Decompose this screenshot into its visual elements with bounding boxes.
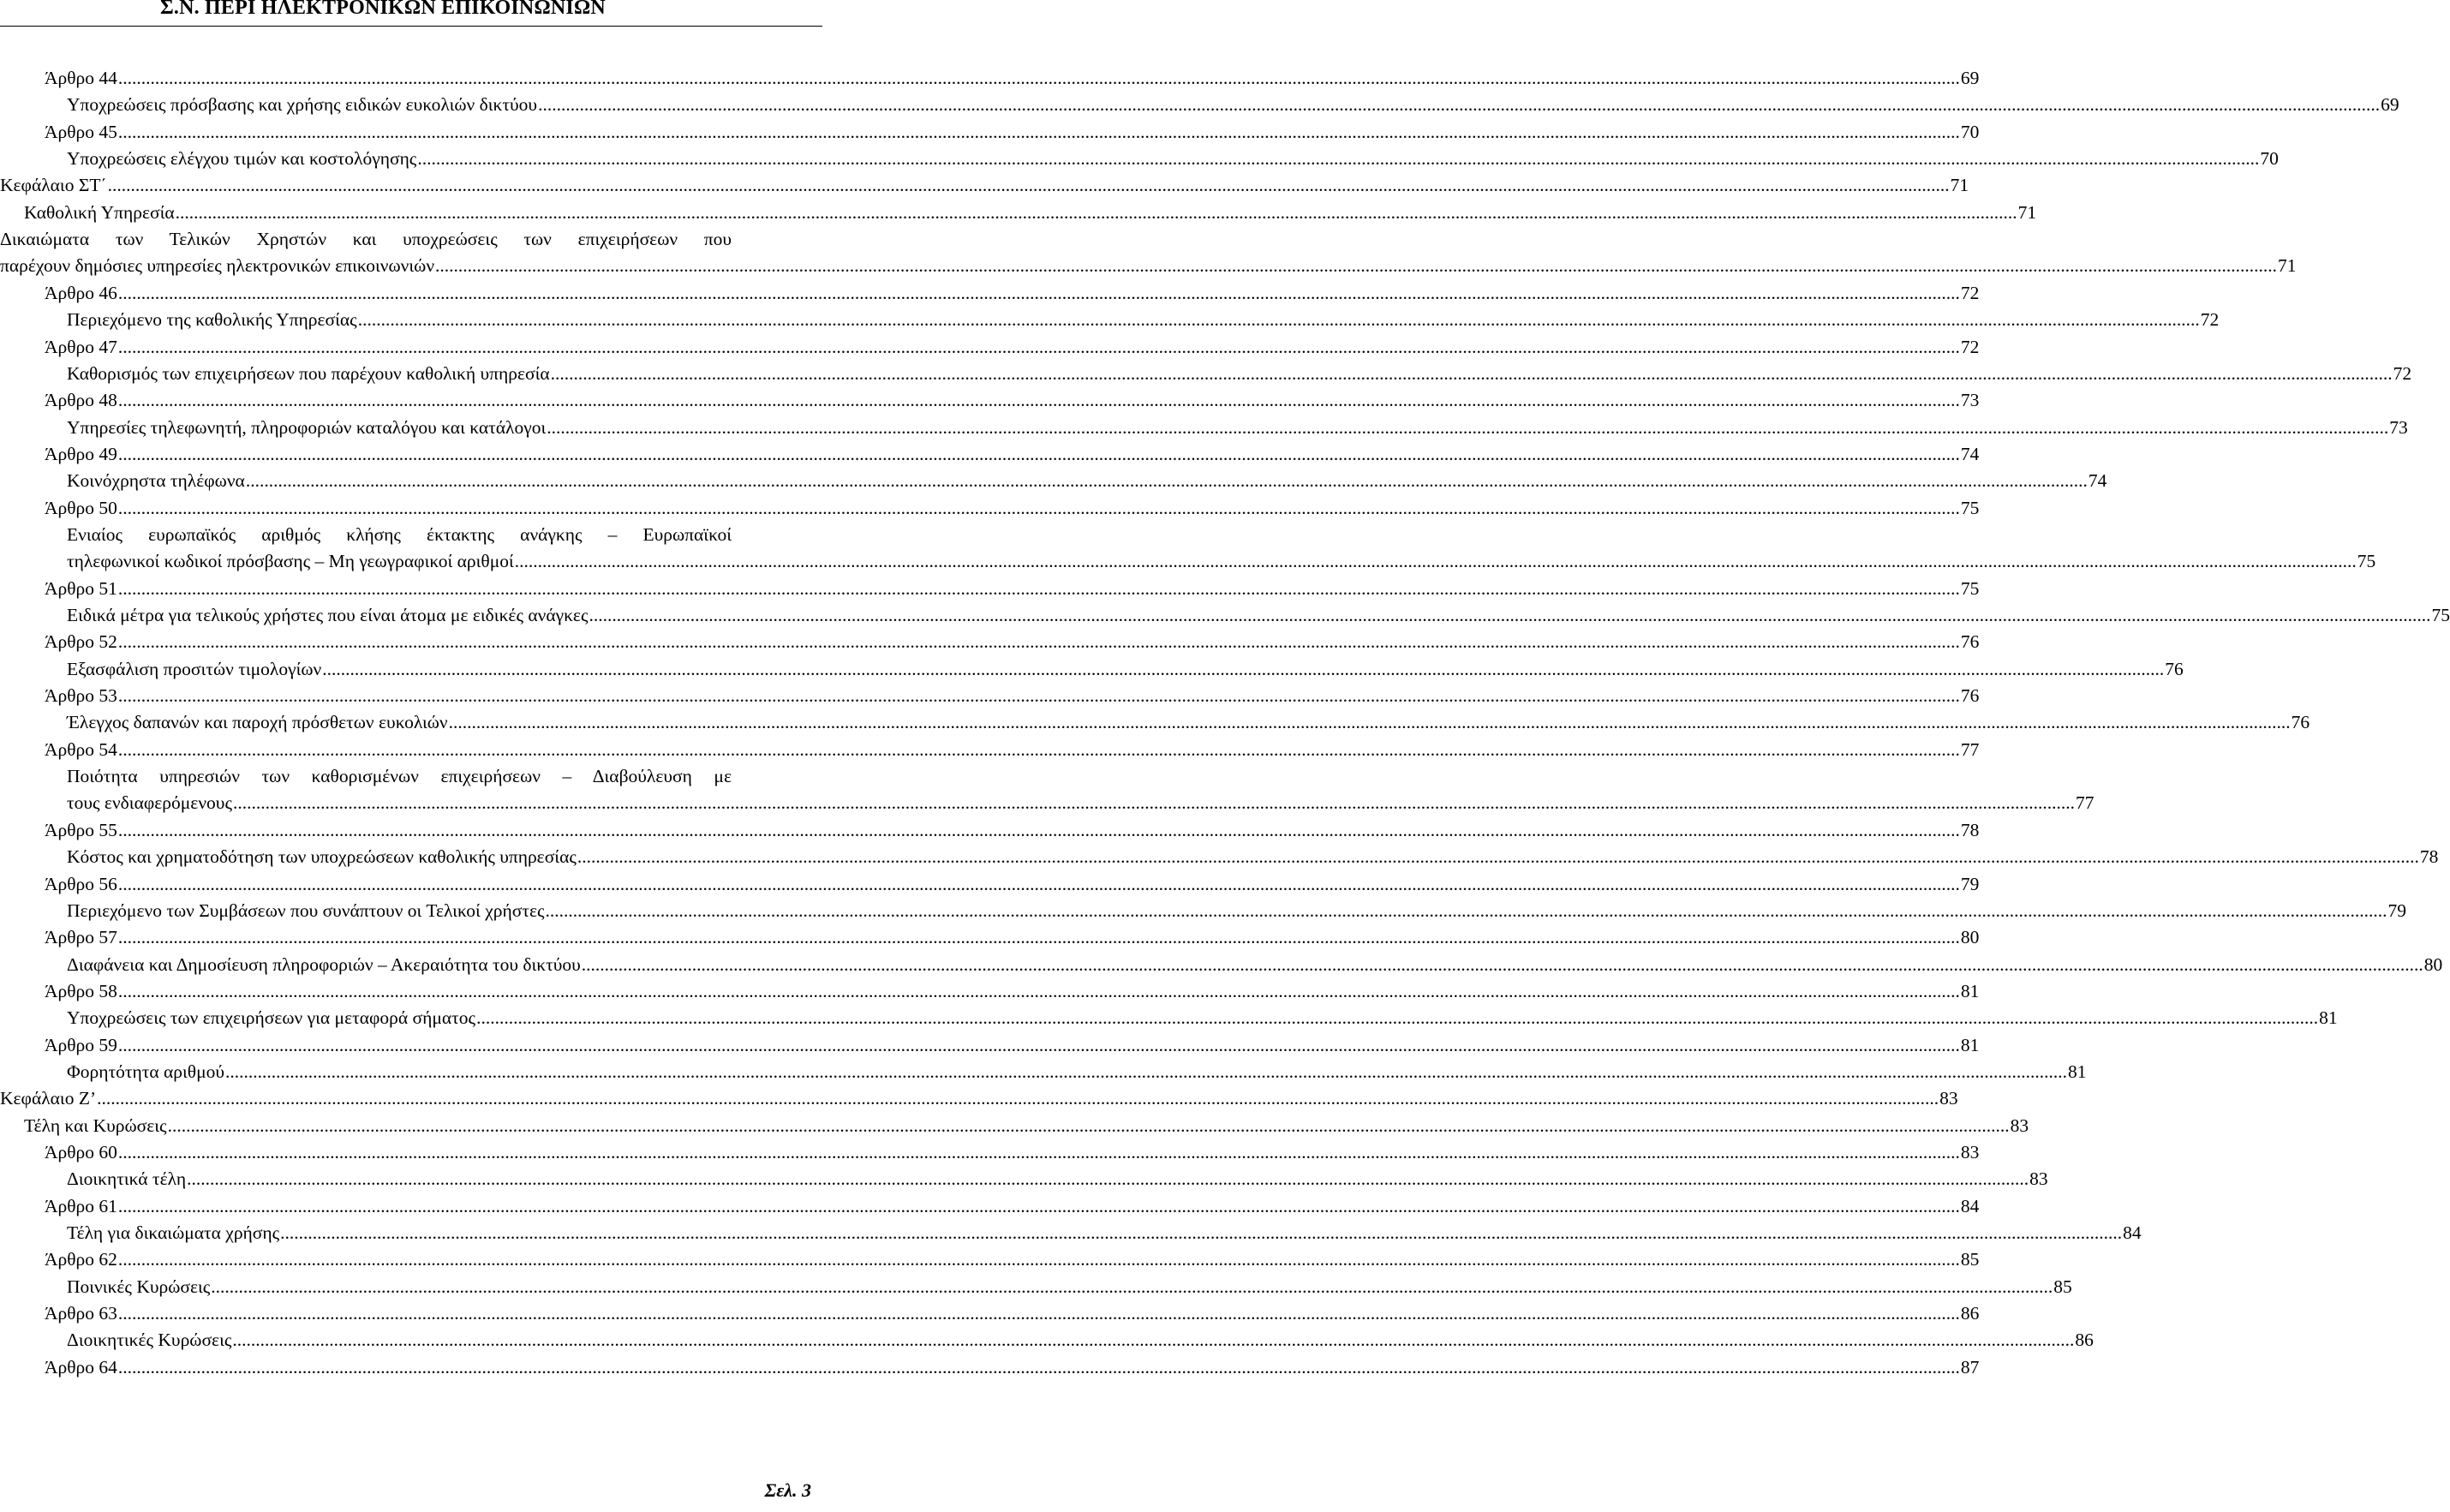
toc-entry[interactable] bbox=[45, 1300, 1980, 1327]
toc-entry[interactable] bbox=[67, 468, 2107, 494]
page-header bbox=[0, 0, 822, 27]
toc-entry-page-number: 79 bbox=[2387, 899, 2406, 921]
dot-leader: ................................................................................................................................................................................................................................................................................................................................................................................................................ bbox=[547, 416, 2389, 438]
toc-entry-page-number: 76 bbox=[2291, 712, 2310, 733]
dot-leader: ................................................................................................................................................................................................................................................................................................................................................................................................................ bbox=[232, 1330, 2075, 1351]
toc-entry[interactable] bbox=[67, 898, 2406, 924]
toc-entry[interactable] bbox=[0, 226, 2297, 279]
dot-leader: ................................................................................................................................................................................................................................................................................................................................................................................................................ bbox=[187, 1168, 2029, 1190]
toc-entry-page-number: 73 bbox=[2389, 416, 2408, 438]
toc-entry-label: Άρθρο 50 bbox=[45, 497, 117, 518]
toc-entry[interactable] bbox=[67, 952, 2443, 978]
dot-leader: ................................................................................................................................................................................................................................................................................................................................................................................................................ bbox=[448, 712, 2291, 733]
toc-entry-label: τηλεφωνικοί κωδικοί πρόσβασης – Μη γεωγραφικοί αριθμοί bbox=[67, 550, 514, 571]
toc-entry-page-number: 79 bbox=[1960, 873, 1980, 894]
toc-entry-page-number: 81 bbox=[1960, 1034, 1980, 1055]
toc-entry[interactable] bbox=[67, 763, 2094, 816]
toc-entry-label: Έλεγχος δαπανών και παροχή πρόσθετων ευκολιών bbox=[67, 712, 448, 733]
toc-entry-label: Άρθρο 63 bbox=[45, 1303, 117, 1324]
toc-entry-page-number: 85 bbox=[1960, 1249, 1980, 1270]
page-number: Σελ. 3 bbox=[764, 1479, 811, 1501]
toc-entry-page-number: 71 bbox=[2278, 255, 2297, 277]
dot-leader: ................................................................................................................................................................................................................................................................................................................................................................................................................ bbox=[280, 1222, 2123, 1244]
dot-leader: ................................................................................................................................................................................................................................................................................................................................................................................................................ bbox=[514, 550, 2357, 571]
toc-entry-page-number: 72 bbox=[1960, 282, 1980, 303]
toc-entry-page-number: 69 bbox=[2381, 94, 2399, 116]
toc-entry-page-number: 75 bbox=[2431, 605, 2450, 625]
toc-entry-label: Περιεχόμενο των Συμβάσεων που συνάπτουν οι Τελικοί χρήστες bbox=[67, 899, 545, 921]
toc-entry-page-number: 81 bbox=[2068, 1061, 2087, 1082]
toc-entry-label: Άρθρο 45 bbox=[45, 121, 117, 142]
toc-entry[interactable] bbox=[67, 307, 2220, 333]
toc-entry-label: Διαφάνεια και Δημοσίευση πληροφοριών – Ακεραιότητα του δικτύου bbox=[67, 953, 581, 975]
toc-entry-page-number: 71 bbox=[1950, 175, 1969, 196]
toc-entry-label: Άρθρο 58 bbox=[45, 980, 117, 1001]
dot-leader: ................................................................................................................................................................................................................................................................................................................................................................................................................ bbox=[117, 685, 1960, 707]
toc-entry-label: Άρθρο 59 bbox=[45, 1034, 117, 1055]
toc-entry[interactable] bbox=[45, 1354, 1980, 1381]
toc-entry[interactable] bbox=[45, 495, 1980, 522]
toc-entry-label: Άρθρο 47 bbox=[45, 336, 117, 357]
toc-entry[interactable] bbox=[45, 737, 1980, 763]
toc-entry-first-line: Ενιαίος ευρωπαϊκός αριθμός κλήσης έκτακτης ανάγκης – Ευρωπαϊκοί bbox=[67, 523, 732, 545]
toc-entry-page-number: 72 bbox=[1960, 336, 1980, 357]
toc-entry-label: Καθορισμός των επιχειρήσεων που παρέχουν καθολική υπηρεσία bbox=[67, 362, 550, 384]
toc-entry-label: Κοινόχρηστα τηλέφωνα bbox=[67, 470, 245, 492]
toc-entry[interactable] bbox=[67, 1005, 2338, 1031]
dot-leader: ................................................................................................................................................................................................................................................................................................................................................................................................................ bbox=[538, 94, 2381, 116]
toc-entry-label: Άρθρο 55 bbox=[45, 819, 117, 840]
toc-entry[interactable] bbox=[67, 361, 2412, 387]
dot-leader: ................................................................................................................................................................................................................................................................................................................................................................................................................ bbox=[117, 873, 1960, 894]
toc-entry-page-number: 77 bbox=[2075, 792, 2094, 814]
dot-leader: ................................................................................................................................................................................................................................................................................................................................................................................................................ bbox=[117, 443, 1960, 464]
toc-entry-label: τους ενδιαφερόμενους bbox=[67, 792, 232, 814]
toc-entry[interactable] bbox=[67, 602, 2450, 629]
toc-entry-page-number: 83 bbox=[2029, 1168, 2048, 1190]
toc-entry-page-number: 76 bbox=[1960, 631, 1980, 653]
toc-entry-label: Άρθρο 56 bbox=[45, 873, 117, 894]
toc-entry-label: Άρθρο 51 bbox=[45, 577, 117, 599]
toc-entry-label: Άρθρο 64 bbox=[45, 1356, 117, 1378]
toc-entry-label: Υποχρεώσεις πρόσβασης και χρήσης ειδικών ευκολιών δικτύου bbox=[67, 94, 538, 116]
dot-leader: ................................................................................................................................................................................................................................................................................................................................................................................................................ bbox=[435, 255, 2278, 277]
toc-entry[interactable] bbox=[45, 871, 1980, 898]
toc-entry[interactable] bbox=[67, 844, 2439, 870]
toc-entry-label: Άρθρο 49 bbox=[45, 443, 117, 464]
toc-entry-first-line: Δικαιώματα των Τελικών Χρηστών και υποχρεώσεις των επιχειρήσεων που bbox=[0, 229, 732, 250]
dot-leader: ................................................................................................................................................................................................................................................................................................................................................................................................................ bbox=[175, 201, 2017, 223]
toc-entry-page-number: 74 bbox=[2088, 470, 2107, 492]
toc-entry[interactable] bbox=[67, 1274, 2072, 1300]
toc-entry-label: Άρθρο 62 bbox=[45, 1249, 117, 1270]
dot-leader: ................................................................................................................................................................................................................................................................................................................................................................................................................ bbox=[117, 577, 1960, 599]
toc-entry[interactable] bbox=[67, 656, 2184, 683]
toc-entry[interactable] bbox=[45, 683, 1980, 709]
dot-leader: ................................................................................................................................................................................................................................................................................................................................................................................................................ bbox=[117, 282, 1960, 303]
toc-entry-label: Άρθρο 57 bbox=[45, 927, 117, 948]
dot-leader: ................................................................................................................................................................................................................................................................................................................................................................................................................ bbox=[225, 1061, 2067, 1082]
toc-entry[interactable] bbox=[45, 1246, 1980, 1273]
toc-entry[interactable] bbox=[24, 200, 2037, 226]
dot-leader: ................................................................................................................................................................................................................................................................................................................................................................................................................ bbox=[117, 819, 1960, 840]
toc-entry[interactable] bbox=[45, 334, 1980, 361]
toc-entry[interactable] bbox=[45, 576, 1980, 602]
toc-entry-page-number: 80 bbox=[2423, 953, 2443, 975]
dot-leader: ................................................................................................................................................................................................................................................................................................................................................................................................................ bbox=[117, 1249, 1960, 1270]
toc-entry-page-number: 71 bbox=[2017, 201, 2037, 223]
toc-entry-label: Άρθρο 61 bbox=[45, 1195, 117, 1216]
toc-entry[interactable] bbox=[45, 1139, 1980, 1166]
toc-entry[interactable] bbox=[67, 415, 2408, 441]
toc-entry-page-number: 81 bbox=[1960, 980, 1980, 1001]
dot-leader: ................................................................................................................................................................................................................................................................................................................................................................................................................ bbox=[581, 953, 2423, 975]
toc-entry[interactable] bbox=[45, 1032, 1980, 1059]
toc-entry[interactable] bbox=[24, 1113, 2029, 1139]
toc-entry-page-number: 78 bbox=[2419, 846, 2439, 868]
toc-entry-page-number: 74 bbox=[1960, 443, 1980, 464]
toc-entry-page-number: 75 bbox=[1960, 497, 1980, 518]
toc-entry-label: Φορητότητα αριθμού bbox=[67, 1061, 224, 1082]
dot-leader: ................................................................................................................................................................................................................................................................................................................................................................................................................ bbox=[117, 1356, 1960, 1378]
toc-entry-label: Ποινικές Κυρώσεις bbox=[67, 1276, 211, 1297]
toc-entry-label: Άρθρο 52 bbox=[45, 631, 117, 653]
dot-leader: ................................................................................................................................................................................................................................................................................................................................................................................................................ bbox=[322, 658, 2165, 679]
toc-entry[interactable] bbox=[67, 92, 2399, 118]
dot-leader: ................................................................................................................................................................................................................................................................................................................................................................................................................ bbox=[417, 148, 2260, 170]
toc-entry-page-number: 86 bbox=[2075, 1330, 2094, 1351]
toc-entry-label: Διοικητικά τέλη bbox=[67, 1168, 187, 1190]
toc-entry-label: Περιεχόμενο της καθολικής Υπηρεσίας bbox=[67, 309, 357, 331]
toc-entry[interactable] bbox=[45, 1193, 1980, 1220]
dot-leader: ................................................................................................................................................................................................................................................................................................................................................................................................................ bbox=[117, 1303, 1960, 1324]
dot-leader: ................................................................................................................................................................................................................................................................................................................................................................................................................ bbox=[211, 1276, 2053, 1297]
document-title: Σ.Ν. ΠΕΡΙ ΗΛΕΚΤΡΟΝΙΚΩΝ ΕΠΙΚΟΙΝΩΝΙΩΝ bbox=[160, 0, 606, 19]
toc-entry[interactable] bbox=[45, 441, 1980, 468]
toc-entry[interactable] bbox=[45, 629, 1980, 655]
toc-entry-label: παρέχουν δημόσιες υπηρεσίες ηλεκτρονικών επικοινωνιών bbox=[0, 255, 435, 277]
dot-leader: ................................................................................................................................................................................................................................................................................................................................................................................................................ bbox=[117, 1142, 1960, 1162]
toc-entry[interactable] bbox=[45, 924, 1980, 951]
toc-entry-label: Τέλη και Κυρώσεις bbox=[24, 1115, 167, 1136]
dot-leader: ................................................................................................................................................................................................................................................................................................................................................................................................................ bbox=[476, 1007, 2319, 1029]
toc-entry-page-number: 76 bbox=[2165, 658, 2184, 679]
dot-leader: ................................................................................................................................................................................................................................................................................................................................................................................................................ bbox=[117, 68, 1960, 88]
toc-entry-label: Άρθρο 53 bbox=[45, 685, 117, 707]
toc-entry-label: Υποχρεώσεις ελέγχου τιμών και κοστολόγησης bbox=[67, 148, 417, 170]
toc-entry-page-number: 76 bbox=[1960, 685, 1980, 707]
toc-entry-page-number: 72 bbox=[2393, 362, 2412, 384]
dot-leader: ................................................................................................................................................................................................................................................................................................................................................................................................................ bbox=[117, 980, 1960, 1001]
dot-leader: ................................................................................................................................................................................................................................................................................................................................................................................................................ bbox=[577, 846, 2419, 868]
dot-leader: ................................................................................................................................................................................................................................................................................................................................................................................................................ bbox=[97, 1088, 1939, 1109]
dot-leader: ................................................................................................................................................................................................................................................................................................................................................................................................................ bbox=[117, 1195, 1960, 1216]
toc-entry-label: Καθολική Υπηρεσία bbox=[24, 201, 175, 223]
toc-entry-label: Κεφάλαιο ΣΤ΄ bbox=[0, 175, 107, 196]
dot-leader: ................................................................................................................................................................................................................................................................................................................................................................................................................ bbox=[357, 309, 2200, 331]
toc-entry-page-number: 70 bbox=[2260, 148, 2279, 170]
toc-entry[interactable] bbox=[67, 1166, 2048, 1192]
toc-entry-label: Διοικητικές Κυρώσεις bbox=[67, 1330, 232, 1351]
toc-entry-label: Άρθρο 54 bbox=[45, 738, 117, 760]
dot-leader: ................................................................................................................................................................................................................................................................................................................................................................................................................ bbox=[117, 631, 1960, 653]
toc-entry-page-number: 78 bbox=[1960, 819, 1980, 840]
toc-entry[interactable] bbox=[67, 146, 2279, 172]
toc-entry-page-number: 73 bbox=[1960, 390, 1980, 411]
toc-entry-page-number: 75 bbox=[1960, 577, 1980, 599]
toc-entry-label: Άρθρο 46 bbox=[45, 282, 117, 303]
dot-leader: ................................................................................................................................................................................................................................................................................................................................................................................................................ bbox=[117, 121, 1960, 142]
toc-entry[interactable] bbox=[0, 1085, 1958, 1112]
toc-entry[interactable] bbox=[67, 522, 2376, 575]
dot-leader: ................................................................................................................................................................................................................................................................................................................................................................................................................ bbox=[545, 899, 2387, 921]
toc-entry-label: Άρθρο 60 bbox=[45, 1142, 117, 1162]
toc-entry-page-number: 81 bbox=[2319, 1007, 2338, 1029]
toc-entry-page-number: 75 bbox=[2357, 550, 2376, 571]
toc-entry-page-number: 83 bbox=[1939, 1088, 1958, 1109]
toc-entry[interactable] bbox=[45, 119, 1980, 146]
toc-entry-page-number: 69 bbox=[1960, 68, 1980, 88]
toc-entry-label: Κεφάλαιο Ζ’ bbox=[0, 1088, 97, 1109]
toc-entry-label: Τέλη για δικαιώματα χρήσης bbox=[67, 1222, 280, 1244]
toc-entry-label: Ειδικά μέτρα για τελικούς χρήστες που είναι άτομα με ειδικές ανάγκες bbox=[67, 605, 589, 625]
toc-entry-page-number: 83 bbox=[1960, 1142, 1980, 1162]
dot-leader: ................................................................................................................................................................................................................................................................................................................................................................................................................ bbox=[117, 497, 1960, 518]
toc-entry-label: Άρθρο 44 bbox=[45, 68, 117, 88]
toc-entry-label: Υπηρεσίες τηλεφωνητή, πληροφοριών καταλόγου και κατάλογοι bbox=[67, 416, 547, 438]
dot-leader: ................................................................................................................................................................................................................................................................................................................................................................................................................ bbox=[245, 470, 2088, 492]
toc-entry-page-number: 70 bbox=[1960, 121, 1980, 142]
toc-entry[interactable] bbox=[45, 978, 1980, 1005]
toc-entry[interactable] bbox=[0, 172, 1969, 199]
toc-entry-page-number: 72 bbox=[2200, 309, 2220, 331]
toc-entry[interactable] bbox=[67, 709, 2310, 736]
toc-entry[interactable] bbox=[67, 1327, 2094, 1354]
toc-entry-page-number: 80 bbox=[1960, 927, 1980, 948]
toc-entry[interactable] bbox=[45, 387, 1980, 414]
toc-entry-page-number: 84 bbox=[2123, 1222, 2142, 1244]
dot-leader: ................................................................................................................................................................................................................................................................................................................................................................................................................ bbox=[117, 1034, 1960, 1055]
toc-entry-page-number: 84 bbox=[1960, 1195, 1980, 1216]
dot-leader: ................................................................................................................................................................................................................................................................................................................................................................................................................ bbox=[589, 605, 2431, 625]
toc-entry-page-number: 77 bbox=[1960, 738, 1980, 760]
toc-entry-first-line: Ποιότητα υπηρεσιών των καθορισμένων επιχειρήσεων – Διαβούλευση με bbox=[67, 766, 732, 787]
dot-leader: ................................................................................................................................................................................................................................................................................................................................................................................................................ bbox=[117, 927, 1960, 948]
toc-entry-page-number: 83 bbox=[2010, 1115, 2029, 1136]
dot-leader: ................................................................................................................................................................................................................................................................................................................................................................................................................ bbox=[107, 175, 1950, 196]
dot-leader: ................................................................................................................................................................................................................................................................................................................................................................................................................ bbox=[117, 738, 1960, 760]
dot-leader: ................................................................................................................................................................................................................................................................................................................................................................................................................ bbox=[232, 792, 2075, 814]
toc-entry-page-number: 86 bbox=[1960, 1303, 1980, 1324]
toc-entry-page-number: 85 bbox=[2053, 1276, 2072, 1297]
toc-entry[interactable] bbox=[67, 1059, 2087, 1085]
dot-leader: ................................................................................................................................................................................................................................................................................................................................................................................................................ bbox=[167, 1115, 2010, 1136]
toc-entry-label: Εξασφάλιση προσιτών τιμολογίων bbox=[67, 658, 322, 679]
toc-entry[interactable] bbox=[45, 280, 1980, 307]
toc-entry-label: Κόστος και χρηματοδότηση των υποχρεώσεων καθολικής υπηρεσίας bbox=[67, 846, 577, 868]
toc-entry[interactable] bbox=[45, 65, 1980, 92]
dot-leader: ................................................................................................................................................................................................................................................................................................................................................................................................................ bbox=[117, 390, 1960, 411]
toc-entry[interactable] bbox=[45, 817, 1980, 844]
toc-entry-page-number: 87 bbox=[1960, 1356, 1980, 1378]
toc-entry-label: Άρθρο 48 bbox=[45, 390, 117, 411]
toc-entry-label: Υποχρεώσεις των επιχειρήσεων για μεταφορά σήματος bbox=[67, 1007, 476, 1029]
dot-leader: ................................................................................................................................................................................................................................................................................................................................................................................................................ bbox=[550, 362, 2393, 384]
toc-entry[interactable] bbox=[67, 1220, 2142, 1246]
dot-leader: ................................................................................................................................................................................................................................................................................................................................................................................................................ bbox=[117, 336, 1960, 357]
